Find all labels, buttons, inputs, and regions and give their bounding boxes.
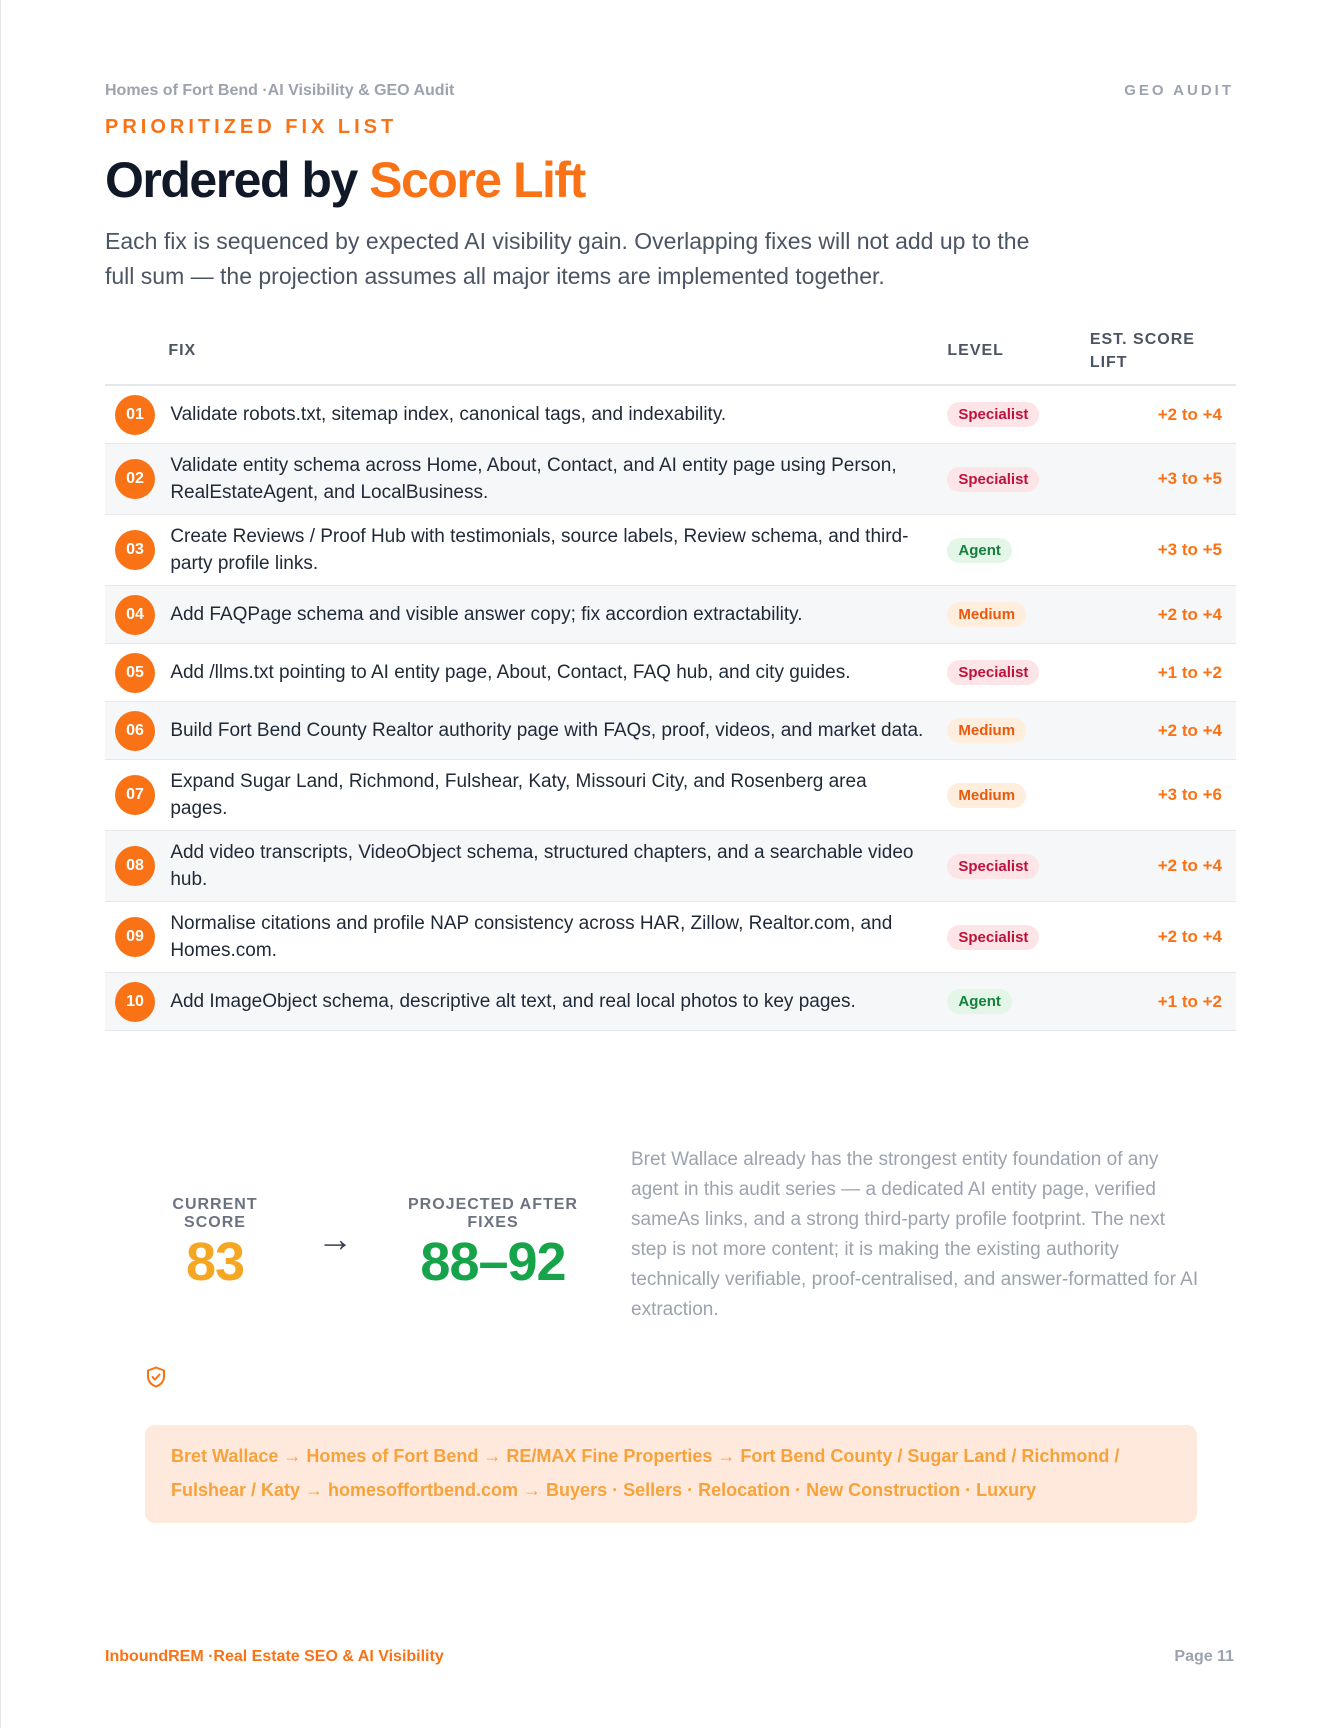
header-section-label: GEO AUDIT bbox=[1124, 82, 1234, 99]
row-number-cell bbox=[105, 444, 168, 515]
table-row bbox=[105, 444, 1236, 515]
fix-description: Add /llms.txt pointing to AI entity page, About, Contact, FAQ hub, and city guides. bbox=[168, 644, 947, 702]
table-row bbox=[105, 702, 1236, 760]
row-number-badge: 04 bbox=[115, 595, 155, 635]
score-lift: +2 to +4 bbox=[1090, 702, 1236, 760]
row-number-cell bbox=[105, 515, 168, 586]
level-badge: Agent bbox=[947, 538, 1012, 563]
current-score-value: 83 bbox=[185, 1232, 245, 1292]
projected-score-label: PROJECTED AFTER FIXES bbox=[408, 1196, 578, 1231]
row-number-badge: 10 bbox=[115, 982, 155, 1022]
row-number-badge: 09 bbox=[115, 917, 155, 957]
score-lift: +2 to +4 bbox=[1090, 385, 1236, 444]
level-cell bbox=[947, 385, 1089, 444]
table-row bbox=[105, 515, 1236, 586]
fix-description: Normalise citations and profile NAP consistency across HAR, Zillow, Realtor.com, and Homes.com. bbox=[168, 902, 947, 973]
level-badge: Medium bbox=[947, 718, 1026, 743]
table-row bbox=[105, 760, 1236, 831]
level-cell bbox=[947, 515, 1089, 586]
level-badge: Specialist bbox=[947, 854, 1039, 879]
level-badge: Specialist bbox=[947, 660, 1039, 685]
row-number-cell bbox=[105, 586, 168, 644]
row-number-cell bbox=[105, 831, 168, 902]
score-lift: +2 to +4 bbox=[1090, 902, 1236, 973]
level-cell bbox=[947, 702, 1089, 760]
projected-score-value: 88–92 bbox=[420, 1232, 566, 1292]
row-number-cell bbox=[105, 902, 168, 973]
fix-description: Create Reviews / Proof Hub with testimonials, source labels, Review schema, and third-party profile links. bbox=[168, 515, 947, 586]
row-number-cell bbox=[105, 973, 168, 1031]
page-header bbox=[105, 82, 1234, 100]
page-footer bbox=[105, 1648, 1234, 1666]
fix-table-header bbox=[105, 322, 1236, 385]
level-cell bbox=[947, 444, 1089, 515]
score-lift: +1 to +2 bbox=[1090, 973, 1236, 1031]
entity-chain-box: Bret Wallace → Homes of Fort Bend → RE/MAX Fine Properties → Fort Bend County / Sugar Land / Richmond / Fulshear / Katy → homesoffortbend.com → Buyers · Sellers · Relocation · New Construction · Luxury bbox=[145, 1425, 1197, 1523]
level-cell bbox=[947, 902, 1089, 973]
row-number-cell bbox=[105, 702, 168, 760]
fix-table-body bbox=[105, 385, 1236, 1031]
row-number-badge: 08 bbox=[115, 846, 155, 886]
table-row bbox=[105, 644, 1236, 702]
fix-description: Validate robots.txt, sitemap index, canonical tags, and indexability. bbox=[168, 385, 947, 444]
column-header-number bbox=[105, 322, 168, 385]
section-eyebrow: PRIORITIZED FIX LIST bbox=[105, 116, 398, 138]
row-number-badge: 06 bbox=[115, 711, 155, 751]
footer-brand: InboundREM ·Real Estate SEO & AI Visibility bbox=[105, 1648, 444, 1665]
score-lift: +2 to +4 bbox=[1090, 586, 1236, 644]
level-cell bbox=[947, 586, 1089, 644]
fix-table bbox=[105, 322, 1236, 1031]
row-number-cell bbox=[105, 760, 168, 831]
level-badge: Specialist bbox=[947, 467, 1039, 492]
score-lift: +3 to +5 bbox=[1090, 515, 1236, 586]
fix-description: Add video transcripts, VideoObject schema, structured chapters, and a searchable video hub. bbox=[168, 831, 947, 902]
page-title-main: Ordered by bbox=[105, 152, 370, 208]
column-header-fix: FIX bbox=[168, 322, 947, 385]
table-row bbox=[105, 586, 1236, 644]
level-badge: Medium bbox=[947, 602, 1026, 627]
shield-check-icon bbox=[146, 1366, 166, 1393]
fix-description: Build Fort Bend County Realtor authority page with FAQs, proof, videos, and market data. bbox=[168, 702, 947, 760]
level-badge: Specialist bbox=[947, 925, 1039, 950]
page-title-accent: Score Lift bbox=[369, 152, 585, 208]
row-number-badge: 03 bbox=[115, 530, 155, 570]
header-report-title: Homes of Fort Bend ·AI Visibility & GEO Audit bbox=[105, 82, 455, 99]
row-number-cell bbox=[105, 644, 168, 702]
intro-paragraph: Each fix is sequenced by expected AI visibility gain. Overlapping fixes will not add up to the full sum — the projection assumes all major items are implemented together. bbox=[105, 228, 1030, 289]
row-number-badge: 02 bbox=[115, 459, 155, 499]
row-number-cell bbox=[105, 385, 168, 444]
page-number: Page 11 bbox=[1174, 1648, 1234, 1665]
level-badge: Medium bbox=[947, 783, 1026, 808]
summary-paragraph: Bret Wallace already has the strongest entity foundation of any agent in this audit series — a dedicated AI entity page, verified sameAs links, and a strong third-party profile footprint. The next step is not more content; it is making the existing authority technically verifiable, proof-centralised, and answer-formatted for AI extraction. bbox=[631, 1149, 1199, 1320]
level-cell bbox=[947, 760, 1089, 831]
fix-description: Add FAQPage schema and visible answer copy; fix accordion extractability. bbox=[168, 586, 947, 644]
row-number-badge: 05 bbox=[115, 653, 155, 693]
level-cell bbox=[947, 644, 1089, 702]
column-header-level: LEVEL bbox=[947, 322, 1089, 385]
page-title bbox=[105, 150, 585, 210]
score-lift: +1 to +2 bbox=[1090, 644, 1236, 702]
projected-score bbox=[387, 1196, 599, 1292]
level-cell bbox=[947, 831, 1089, 902]
row-number-badge: 07 bbox=[115, 775, 155, 815]
fix-description: Validate entity schema across Home, About, Contact, and AI entity page using Person, RealEstateAgent, and LocalBusiness. bbox=[168, 444, 947, 515]
score-lift: +3 to +5 bbox=[1090, 444, 1236, 515]
fix-description: Expand Sugar Land, Richmond, Fulshear, Katy, Missouri City, and Rosenberg area pages. bbox=[168, 760, 947, 831]
level-cell bbox=[947, 973, 1089, 1031]
score-lift: +3 to +6 bbox=[1090, 760, 1236, 831]
current-score-label: CURRENT SCORE bbox=[172, 1196, 258, 1231]
score-lift: +2 to +4 bbox=[1090, 831, 1236, 902]
level-badge: Agent bbox=[947, 989, 1012, 1014]
column-header-lift-label: EST. SCORE LIFT bbox=[1089, 331, 1195, 371]
fix-description: Add ImageObject schema, descriptive alt text, and real local photos to key pages. bbox=[168, 973, 947, 1031]
table-row bbox=[105, 385, 1236, 444]
column-header-lift bbox=[1090, 322, 1236, 385]
arrow-right-icon: → bbox=[317, 1218, 353, 1259]
row-number-badge: 01 bbox=[115, 395, 155, 435]
level-badge: Specialist bbox=[947, 402, 1039, 427]
current-score bbox=[145, 1196, 285, 1292]
table-row bbox=[105, 831, 1236, 902]
table-row bbox=[105, 902, 1236, 973]
table-row bbox=[105, 973, 1236, 1031]
